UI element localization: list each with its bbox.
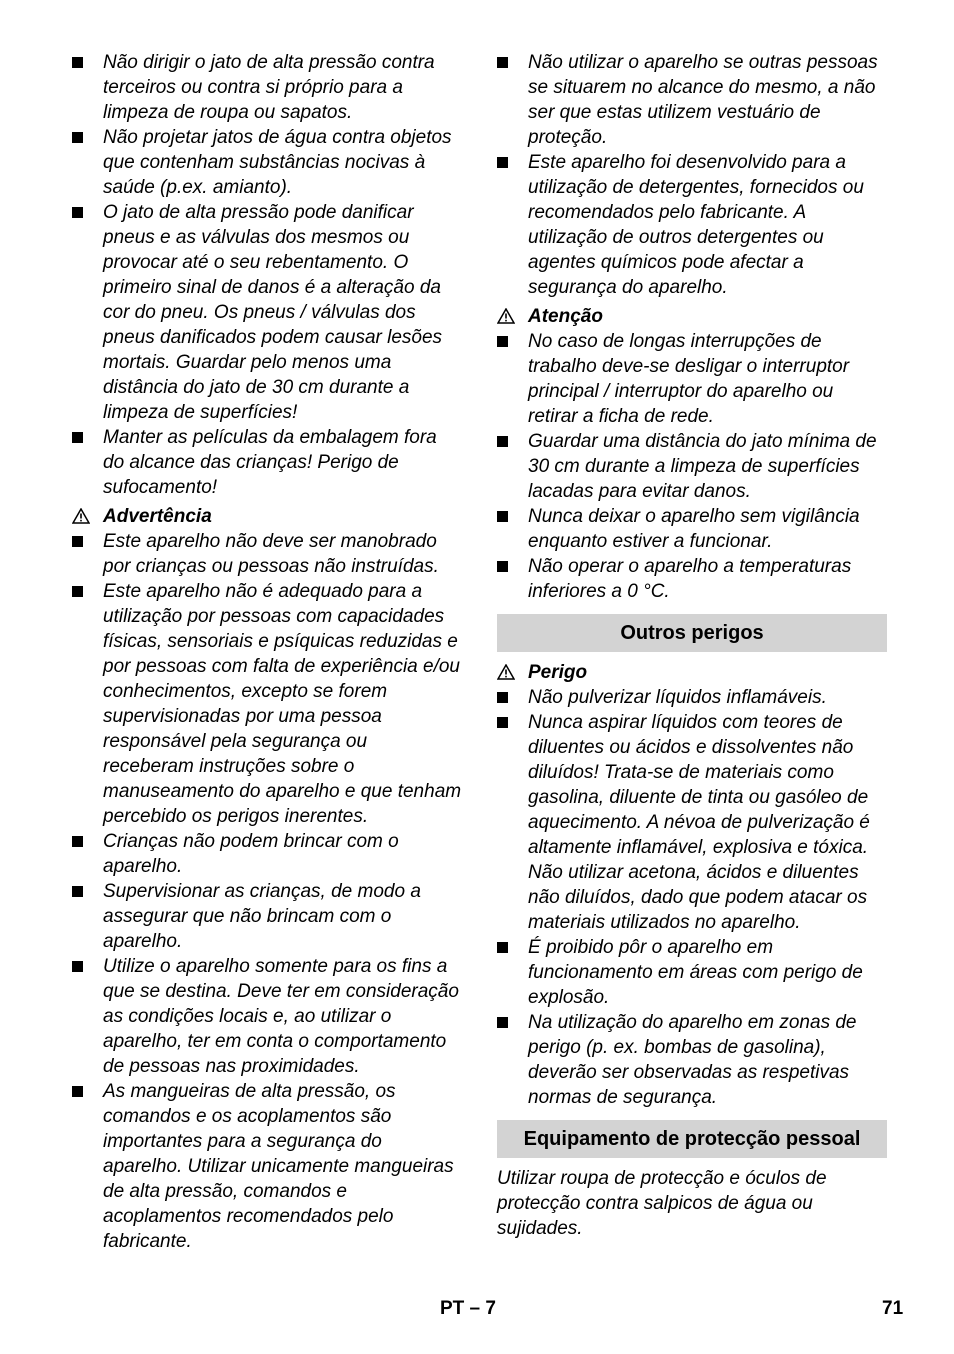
section-heading-outros-perigos: Outros perigos bbox=[497, 614, 887, 652]
square-bullet-icon bbox=[72, 961, 83, 972]
list-item-text: Guardar uma distância do jato mínima de 30 cm durante a limpeza de superfícies lacadas para evitar danos. bbox=[528, 431, 877, 502]
left-list-2 bbox=[72, 529, 462, 1254]
list-item-text: Crianças não podem brincar com o aparelho. bbox=[103, 831, 399, 877]
list-item bbox=[72, 879, 462, 954]
page-number: 71 bbox=[882, 1298, 904, 1319]
list-item bbox=[72, 954, 462, 1079]
square-bullet-icon bbox=[497, 157, 508, 168]
list-item bbox=[72, 125, 462, 200]
list-item-text: Supervisionar as crianças, de modo a assegurar que não brincam com o aparelho. bbox=[103, 881, 421, 952]
square-bullet-icon bbox=[72, 132, 83, 143]
list-item-text: Nunca aspirar líquidos com teores de diluentes ou ácidos e dissolventes não diluídos! Trata-se de materiais como gasolina, diluente de tinta ou gasóleo de aquecimento. A névoa de pulverização é altamente inflamável, explosiva e tóxica. Não utilizar acetona, ácidos e diluentes não diluídos, dado que podem atacar os materiais utilizados no aparelho. bbox=[528, 712, 870, 933]
list-item bbox=[72, 829, 462, 879]
list-item bbox=[497, 429, 887, 504]
warning-triangle-icon bbox=[72, 508, 90, 524]
list-item bbox=[72, 579, 462, 829]
square-bullet-icon bbox=[72, 57, 83, 68]
list-item-text: Não projetar jatos de água contra objetos que contenham substâncias nocivas à saúde (p.ex. amianto). bbox=[103, 127, 452, 198]
list-item bbox=[72, 425, 462, 500]
list-item bbox=[497, 1010, 887, 1110]
footer-section-label: PT – 7 bbox=[440, 1298, 496, 1319]
right-list-1 bbox=[497, 50, 887, 300]
square-bullet-icon bbox=[72, 1086, 83, 1097]
square-bullet-icon bbox=[497, 692, 508, 703]
square-bullet-icon bbox=[497, 436, 508, 447]
square-bullet-icon bbox=[72, 586, 83, 597]
list-item-text: Este aparelho não é adequado para a utilização por pessoas com capacidades físicas, sensoriais e psíquicas reduzidas e por pessoas com falta de experiência e/ou conhecimentos, excepto se forem supervisionadas por uma pessoa responsável pela segurança ou receberam instruções sobre o manuseamento do aparelho e que tenham percebido os perigos inerentes. bbox=[103, 581, 462, 827]
list-item bbox=[497, 150, 887, 300]
square-bullet-icon bbox=[497, 717, 508, 728]
square-bullet-icon bbox=[497, 511, 508, 522]
square-bullet-icon bbox=[72, 207, 83, 218]
warning-advertencia bbox=[72, 504, 462, 529]
equipamento-paragraph: Utilizar roupa de protecção e óculos de protecção contra salpicos de água ou sujidades. bbox=[497, 1168, 827, 1239]
list-item bbox=[497, 50, 887, 150]
right-list-2 bbox=[497, 329, 887, 604]
square-bullet-icon bbox=[497, 336, 508, 347]
list-item-text: Não dirigir o jato de alta pressão contra terceiros ou contra si próprio para a limpeza de roupa ou sapatos. bbox=[103, 52, 435, 123]
list-item bbox=[72, 1079, 462, 1254]
list-item-text: Na utilização do aparelho em zonas de perigo (p. ex. bombas de gasolina), deverão ser observadas as respetivas normas de segurança. bbox=[528, 1012, 857, 1108]
square-bullet-icon bbox=[497, 561, 508, 572]
list-item-text: Este aparelho não deve ser manobrado por crianças ou pessoas não instruídas. bbox=[103, 531, 439, 577]
list-item-text: Não utilizar o aparelho se outras pessoas se situarem no alcance do mesmo, a não ser que estas utilizem vestuário de proteção. bbox=[528, 52, 878, 148]
list-item-text: No caso de longas interrupções de trabalho deve-se desligar o interruptor principal / interruptor do aparelho ou retirar a ficha de rede. bbox=[528, 331, 850, 427]
square-bullet-icon bbox=[72, 886, 83, 897]
list-item-text: O jato de alta pressão pode danificar pneus e as válvulas dos mesmos ou provocar até o seu rebentamento. O primeiro sinal de danos é a alteração da cor do pneu. Os pneus / válvulas dos pneus danificados podem causar lesões mortais. Guardar pelo menos uma distância do jato de 30 cm durante a limpeza de superfícies! bbox=[103, 202, 443, 423]
section-heading-equipamento: Equipamento de protecção pessoal bbox=[497, 1120, 887, 1158]
square-bullet-icon bbox=[497, 57, 508, 68]
square-bullet-icon bbox=[497, 942, 508, 953]
list-item-text: Manter as películas da embalagem fora do alcance das crianças! Perigo de sufocamento! bbox=[103, 427, 437, 498]
left-list-1 bbox=[72, 50, 462, 500]
square-bullet-icon bbox=[497, 1017, 508, 1028]
list-item-text: Este aparelho foi desenvolvido para a utilização de detergentes, fornecidos ou recomendados pelo fabricante. A utilização de outros detergentes ou agentes químicos pode afectar a segurança do aparelho. bbox=[528, 152, 864, 298]
warning-label: Atenção bbox=[528, 306, 603, 327]
right-list-3 bbox=[497, 685, 887, 1110]
list-item bbox=[72, 200, 462, 425]
list-item bbox=[497, 935, 887, 1010]
list-item bbox=[497, 554, 887, 604]
list-item-text: É proibido pôr o aparelho em funcionamento em áreas com perigo de explosão. bbox=[528, 937, 863, 1008]
square-bullet-icon bbox=[72, 536, 83, 547]
warning-atencao bbox=[497, 304, 887, 329]
list-item-text: Utilize o aparelho somente para os fins a que se destina. Deve ter em consideração as condições locais e, ao utilizar o aparelho, ter em conta o comportamento de pessoas nas proximidades. bbox=[103, 956, 459, 1077]
warning-triangle-icon bbox=[497, 664, 515, 680]
list-item-text: Não pulverizar líquidos inflamáveis. bbox=[528, 687, 827, 708]
list-item bbox=[497, 685, 887, 710]
warning-triangle-icon bbox=[497, 308, 515, 324]
right-column bbox=[497, 50, 887, 1241]
list-item bbox=[72, 50, 462, 125]
warning-perigo bbox=[497, 660, 887, 685]
list-item bbox=[497, 329, 887, 429]
list-item-text: Não operar o aparelho a temperaturas inferiores a 0 °C. bbox=[528, 556, 852, 602]
list-item bbox=[497, 710, 887, 935]
warning-label: Perigo bbox=[528, 662, 588, 683]
warning-label: Advertência bbox=[103, 506, 212, 527]
list-item bbox=[497, 504, 887, 554]
list-item-text: Nunca deixar o aparelho sem vigilância enquanto estiver a funcionar. bbox=[528, 506, 860, 552]
left-column bbox=[72, 50, 462, 1254]
list-item-text: As mangueiras de alta pressão, os comandos e os acoplamentos são importantes para a segurança do aparelho. Utilizar unicamente mangueiras de alta pressão, comandos e acoplamentos recomendados pelo fabricante. bbox=[103, 1081, 454, 1252]
square-bullet-icon bbox=[72, 836, 83, 847]
square-bullet-icon bbox=[72, 432, 83, 443]
list-item bbox=[72, 529, 462, 579]
